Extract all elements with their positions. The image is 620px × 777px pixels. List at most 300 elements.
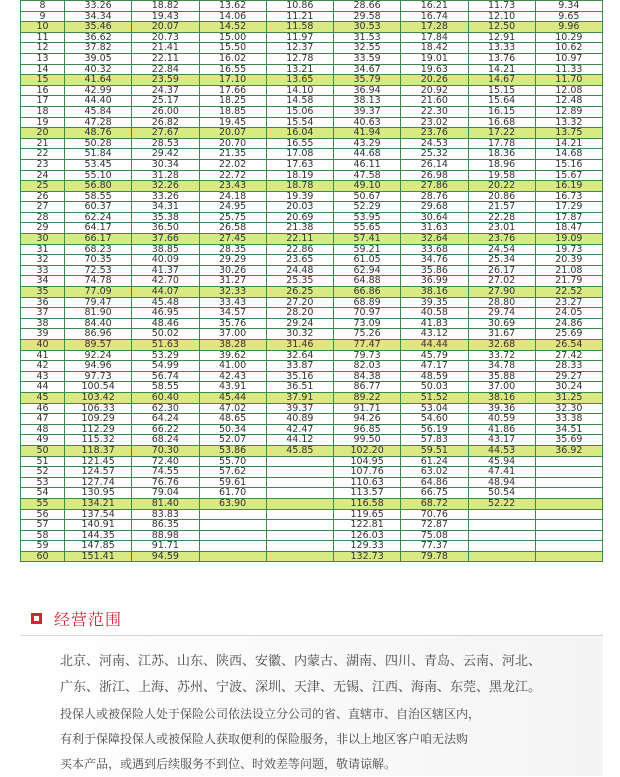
rate-cell: 32.30	[535, 403, 602, 414]
rate-cell: 46.11	[334, 159, 401, 170]
rate-cell: 39.05	[65, 53, 132, 64]
rate-cell: 82.03	[334, 361, 401, 372]
rate-cell: 28.66	[334, 1, 401, 12]
rate-cell: 40.09	[132, 255, 199, 266]
rate-cell: 34.34	[65, 11, 132, 22]
rate-cell: 68.24	[132, 435, 199, 446]
age-cell: 60	[21, 551, 65, 562]
rate-cell: 12.37	[266, 43, 333, 54]
rate-cell	[468, 530, 535, 541]
rate-cell	[468, 551, 535, 562]
table-row	[21, 318, 603, 329]
rate-cell: 26.54	[535, 340, 602, 351]
rate-cell: 27.45	[199, 234, 266, 245]
table-row	[21, 445, 603, 456]
rate-cell: 26.82	[132, 117, 199, 128]
rate-cell: 43.91	[199, 382, 266, 393]
rate-cell	[535, 498, 602, 509]
table-row	[21, 498, 603, 509]
rate-cell: 35.16	[266, 371, 333, 382]
table-row	[21, 64, 603, 75]
table-row	[21, 265, 603, 276]
rate-cell: 52.29	[334, 202, 401, 213]
age-cell: 48	[21, 424, 65, 435]
rate-cell: 15.54	[266, 117, 333, 128]
rate-cell: 91.71	[334, 403, 401, 414]
rate-cell: 43.29	[334, 138, 401, 149]
table-row	[21, 392, 603, 403]
rate-cell: 79.47	[65, 297, 132, 308]
age-cell: 44	[21, 382, 65, 393]
rate-cell: 91.71	[132, 541, 199, 552]
rate-cell: 23.65	[266, 255, 333, 266]
rate-cell: 13.21	[266, 64, 333, 75]
rate-cell: 31.67	[468, 329, 535, 340]
rate-cell: 47.17	[401, 361, 468, 372]
rate-cell: 53.04	[401, 403, 468, 414]
rate-cell: 63.90	[199, 498, 266, 509]
rate-cell: 83.83	[132, 509, 199, 520]
rate-cell: 59.61	[199, 477, 266, 488]
rate-cell: 13.65	[266, 75, 333, 86]
rate-cell: 12.91	[468, 32, 535, 43]
rate-cell: 94.26	[334, 414, 401, 425]
rate-cell: 12.10	[468, 11, 535, 22]
rate-cell: 103.42	[65, 392, 132, 403]
rate-cell: 47.41	[468, 467, 535, 478]
rate-cell: 26.25	[266, 287, 333, 298]
rate-cell: 15.00	[199, 32, 266, 43]
rate-cell: 119.65	[334, 509, 401, 520]
rate-cell: 55.10	[65, 170, 132, 181]
rate-cell: 54.60	[401, 414, 468, 425]
rate-cell: 48.94	[468, 477, 535, 488]
rate-cell	[535, 551, 602, 562]
rate-cell: 49.10	[334, 181, 401, 192]
rate-cell: 35.86	[401, 265, 468, 276]
scope-header	[20, 600, 603, 636]
rate-cell: 77.47	[334, 340, 401, 351]
rate-cell: 14.52	[199, 22, 266, 33]
rate-cell: 62.94	[334, 265, 401, 276]
age-cell: 20	[21, 128, 65, 139]
rate-cell: 64.86	[401, 477, 468, 488]
rate-cell: 16.21	[401, 1, 468, 12]
rate-cell: 29.29	[199, 255, 266, 266]
rate-cell: 134.21	[65, 498, 132, 509]
rate-cell: 30.53	[334, 22, 401, 33]
table-row	[21, 520, 603, 531]
age-cell: 42	[21, 361, 65, 372]
rate-cell: 14.06	[199, 11, 266, 22]
rate-cell: 74.55	[132, 467, 199, 478]
rate-cell: 31.63	[401, 223, 468, 234]
rate-cell: 25.75	[199, 212, 266, 223]
rate-cell: 34.67	[334, 64, 401, 75]
rate-cell: 106.33	[65, 403, 132, 414]
rate-cell: 53.29	[132, 350, 199, 361]
rate-cell: 10.86	[266, 1, 333, 12]
rate-cell: 66.22	[132, 424, 199, 435]
table-row	[21, 75, 603, 86]
age-cell: 12	[21, 43, 65, 54]
rate-cell: 22.28	[468, 212, 535, 223]
rate-cell: 30.26	[199, 265, 266, 276]
rate-cell: 43.12	[401, 329, 468, 340]
rate-cell: 12.78	[266, 53, 333, 64]
rate-cell: 23.59	[132, 75, 199, 86]
rate-cell: 16.74	[401, 11, 468, 22]
rate-cell: 41.37	[132, 265, 199, 276]
table-row	[21, 308, 603, 319]
scope-body	[20, 636, 603, 776]
rate-cell: 41.94	[334, 128, 401, 139]
rate-cell: 50.28	[65, 138, 132, 149]
rate-cell: 19.45	[199, 117, 266, 128]
rate-cell: 140.91	[65, 520, 132, 531]
rate-cell: 102.20	[334, 445, 401, 456]
rate-cell: 72.40	[132, 456, 199, 467]
table-row	[21, 212, 603, 223]
rate-cell: 14.10	[266, 85, 333, 96]
rate-cell: 45.85	[266, 445, 333, 456]
rate-cell: 17.10	[199, 75, 266, 86]
rate-cell: 66.17	[65, 234, 132, 245]
rate-cell: 66.75	[401, 488, 468, 499]
rate-cell	[535, 477, 602, 488]
table-row	[21, 509, 603, 520]
rate-cell: 32.64	[401, 234, 468, 245]
rate-cell: 14.21	[535, 138, 602, 149]
table-row	[21, 255, 603, 266]
rate-cell: 14.67	[468, 75, 535, 86]
rate-cell: 70.30	[132, 445, 199, 456]
rate-cell: 70.35	[65, 255, 132, 266]
rate-cell: 41.83	[401, 318, 468, 329]
notice-line: 买本产品，或遇到后续服务不到位、时效差等问题，敬请谅解。	[60, 757, 397, 771]
rate-cell: 100.54	[65, 382, 132, 393]
rate-cell: 9.34	[535, 1, 602, 12]
table-row	[21, 223, 603, 234]
rate-cell: 33.26	[132, 191, 199, 202]
age-cell: 14	[21, 64, 65, 75]
age-cell: 13	[21, 53, 65, 64]
table-row	[21, 202, 603, 213]
rate-cell: 56.80	[65, 181, 132, 192]
rate-cell: 40.32	[65, 64, 132, 75]
rate-cell: 72.53	[65, 265, 132, 276]
rate-cell: 144.35	[65, 530, 132, 541]
rate-cell: 86.96	[65, 329, 132, 340]
rate-cell: 96.85	[334, 424, 401, 435]
rate-cell	[266, 551, 333, 562]
table-row	[21, 1, 603, 12]
rate-cell: 55.70	[199, 456, 266, 467]
age-cell: 11	[21, 32, 65, 43]
rate-cell: 24.86	[535, 318, 602, 329]
rate-cell: 28.20	[266, 308, 333, 319]
scope-title: 经营范围	[54, 610, 123, 629]
rate-cell: 20.26	[401, 75, 468, 86]
rate-cell: 31.46	[266, 340, 333, 351]
rate-cell: 40.89	[266, 414, 333, 425]
table-row	[21, 382, 603, 393]
rate-cell: 41.64	[65, 75, 132, 86]
age-cell: 36	[21, 297, 65, 308]
table-row	[21, 170, 603, 181]
rate-cell: 64.17	[65, 223, 132, 234]
rate-cell: 44.53	[468, 445, 535, 456]
rate-cell: 35.88	[468, 371, 535, 382]
age-cell: 15	[21, 75, 65, 86]
rate-cell	[266, 498, 333, 509]
rate-cell	[266, 520, 333, 531]
rate-cell: 35.69	[535, 435, 602, 446]
rate-cell: 30.69	[468, 318, 535, 329]
rate-cell: 36.94	[334, 85, 401, 96]
rate-cell: 22.30	[401, 106, 468, 117]
rate-cell: 30.32	[266, 329, 333, 340]
rate-cell: 50.67	[334, 191, 401, 202]
table-row	[21, 414, 603, 425]
table-row	[21, 276, 603, 287]
rate-cell: 86.77	[334, 382, 401, 393]
rate-cell: 21.57	[468, 202, 535, 213]
rate-cell: 22.72	[199, 170, 266, 181]
rate-cell: 24.05	[535, 308, 602, 319]
age-cell: 37	[21, 308, 65, 319]
rate-cell: 33.87	[266, 361, 333, 372]
rate-cell: 17.66	[199, 85, 266, 96]
rate-cell: 57.83	[401, 435, 468, 446]
rate-cell: 11.73	[468, 1, 535, 12]
rate-cell: 16.19	[535, 181, 602, 192]
rate-cell: 59.51	[401, 445, 468, 456]
rate-cell: 20.69	[266, 212, 333, 223]
table-row	[21, 297, 603, 308]
rate-cell: 76.76	[132, 477, 199, 488]
rate-cell: 24.48	[266, 265, 333, 276]
rate-cell: 25.69	[535, 329, 602, 340]
rate-cell: 42.99	[65, 85, 132, 96]
rate-cell: 112.29	[65, 424, 132, 435]
rate-cell: 15.67	[535, 170, 602, 181]
table-row	[21, 340, 603, 351]
rate-cell: 26.98	[401, 170, 468, 181]
rate-cell: 13.76	[468, 53, 535, 64]
rate-cell: 20.22	[468, 181, 535, 192]
rate-cell: 22.86	[266, 244, 333, 255]
rate-cell: 24.37	[132, 85, 199, 96]
age-cell: 29	[21, 223, 65, 234]
rate-cell: 21.60	[401, 96, 468, 107]
rate-cell: 38.28	[199, 340, 266, 351]
rate-cell: 36.51	[266, 382, 333, 393]
rate-cell: 21.38	[266, 223, 333, 234]
table-row	[21, 530, 603, 541]
rate-cell: 11.33	[535, 64, 602, 75]
age-cell: 55	[21, 498, 65, 509]
age-cell: 57	[21, 520, 65, 531]
rate-cell: 45.48	[132, 297, 199, 308]
rate-cell	[266, 530, 333, 541]
rate-cell: 39.37	[266, 403, 333, 414]
rate-cell: 19.58	[468, 170, 535, 181]
table-row	[21, 149, 603, 160]
age-cell: 23	[21, 159, 65, 170]
rate-cell: 35.46	[65, 22, 132, 33]
rate-cell: 12.48	[535, 96, 602, 107]
rate-cell: 37.66	[132, 234, 199, 245]
rate-cell: 11.70	[535, 75, 602, 86]
region-line: 广东、浙江、上海、苏州、宁波、深圳、天津、无锡、江西、海南、东莞、黑龙江。	[60, 680, 542, 695]
rate-cell: 34.31	[132, 202, 199, 213]
table-row	[21, 467, 603, 478]
rate-cell: 99.50	[334, 435, 401, 446]
rate-cell	[535, 530, 602, 541]
rate-cell: 25.32	[401, 149, 468, 160]
age-cell: 8	[21, 1, 65, 12]
rate-cell: 31.27	[199, 276, 266, 287]
rate-cell: 48.46	[132, 318, 199, 329]
table-row	[21, 106, 603, 117]
rate-cell: 20.86	[468, 191, 535, 202]
rate-cell: 94.59	[132, 551, 199, 562]
age-cell: 52	[21, 467, 65, 478]
rate-cell: 74.78	[65, 276, 132, 287]
rate-cell: 23.01	[468, 223, 535, 234]
rate-cell: 61.05	[334, 255, 401, 266]
rate-cell: 38.16	[401, 287, 468, 298]
rate-cell: 37.91	[266, 392, 333, 403]
table-row	[21, 477, 603, 488]
rate-cell: 35.38	[132, 212, 199, 223]
rate-cell: 36.99	[401, 276, 468, 287]
age-cell: 28	[21, 212, 65, 223]
rate-cell	[535, 488, 602, 499]
premium-rate-table	[20, 0, 603, 562]
rate-cell: 9.65	[535, 11, 602, 22]
table-row	[21, 424, 603, 435]
age-cell: 50	[21, 445, 65, 456]
rate-cell: 122.81	[334, 520, 401, 531]
rate-cell: 29.68	[401, 202, 468, 213]
rate-cell: 23.43	[199, 181, 266, 192]
rate-cell: 68.72	[401, 498, 468, 509]
rate-cell: 15.15	[468, 85, 535, 96]
rate-cell: 89.22	[334, 392, 401, 403]
age-cell: 35	[21, 287, 65, 298]
rate-cell	[535, 456, 602, 467]
rate-cell: 24.95	[199, 202, 266, 213]
age-cell: 21	[21, 138, 65, 149]
rate-cell: 19.73	[535, 244, 602, 255]
rate-cell: 11.97	[266, 32, 333, 43]
rate-cell: 20.39	[535, 255, 602, 266]
rate-cell: 27.02	[468, 276, 535, 287]
notice-line: 有利于保障投保人或被保险人获取便利的保险服务，非以上地区客户咱无法购	[60, 732, 469, 746]
rate-cell: 137.54	[65, 509, 132, 520]
rate-cell: 57.41	[334, 234, 401, 245]
rate-cell: 52.07	[199, 435, 266, 446]
rate-cell: 22.02	[199, 159, 266, 170]
rate-cell: 75.26	[334, 329, 401, 340]
rate-cell: 48.65	[199, 414, 266, 425]
rate-cell: 10.62	[535, 43, 602, 54]
rate-cell: 24.54	[468, 244, 535, 255]
rate-cell: 23.02	[401, 117, 468, 128]
rate-cell: 13.32	[535, 117, 602, 128]
rate-cell: 31.53	[334, 32, 401, 43]
rate-cell: 34.57	[199, 308, 266, 319]
rate-cell: 28.35	[199, 244, 266, 255]
rate-cell: 132.73	[334, 551, 401, 562]
rate-cell: 17.29	[535, 202, 602, 213]
rate-cell: 32.33	[199, 287, 266, 298]
rate-cell: 53.95	[334, 212, 401, 223]
rate-cell: 29.58	[334, 11, 401, 22]
region-line: 北京、河南、江苏、山东、陕西、安徽、内蒙古、湖南、四川、青岛、云南、河北、	[60, 654, 542, 669]
rate-cell: 53.86	[199, 445, 266, 456]
rate-cell: 53.45	[65, 159, 132, 170]
rate-cell: 27.42	[535, 350, 602, 361]
rate-cell: 19.01	[401, 53, 468, 64]
rate-cell: 39.37	[334, 106, 401, 117]
rate-cell: 88.98	[132, 530, 199, 541]
rate-cell: 13.62	[199, 1, 266, 12]
scope-notice	[60, 702, 580, 777]
rate-cell	[266, 509, 333, 520]
rate-cell: 70.97	[334, 308, 401, 319]
rate-cell: 124.57	[65, 467, 132, 478]
rate-cell: 38.85	[132, 244, 199, 255]
age-cell: 58	[21, 530, 65, 541]
rate-cell: 20.73	[132, 32, 199, 43]
rate-cell: 37.82	[65, 43, 132, 54]
rate-cell: 127.74	[65, 477, 132, 488]
rate-cell: 56.19	[401, 424, 468, 435]
rate-cell: 27.20	[266, 297, 333, 308]
rate-cell: 10.97	[535, 53, 602, 64]
rate-cell: 26.58	[199, 223, 266, 234]
rate-cell: 26.17	[468, 265, 535, 276]
rate-cell: 41.00	[199, 361, 266, 372]
rate-cell: 32.68	[468, 340, 535, 351]
rate-cell: 35.76	[199, 318, 266, 329]
table-row	[21, 350, 603, 361]
rate-cell: 26.14	[401, 159, 468, 170]
rate-cell: 16.55	[266, 138, 333, 149]
rate-cell: 116.58	[334, 498, 401, 509]
rate-cell: 35.79	[334, 75, 401, 86]
rate-cell: 15.16	[535, 159, 602, 170]
rate-cell: 61.24	[401, 456, 468, 467]
rate-cell: 16.15	[468, 106, 535, 117]
rate-cell	[266, 488, 333, 499]
rate-cell: 33.43	[199, 297, 266, 308]
rate-cell: 51.84	[65, 149, 132, 160]
rate-cell: 81.40	[132, 498, 199, 509]
age-cell: 53	[21, 477, 65, 488]
table-row	[21, 138, 603, 149]
rate-cell: 37.00	[199, 329, 266, 340]
rate-cell: 32.26	[132, 181, 199, 192]
rate-cell: 29.42	[132, 149, 199, 160]
rate-cell: 40.63	[334, 117, 401, 128]
rate-cell: 40.58	[401, 308, 468, 319]
table-row	[21, 403, 603, 414]
rate-cell: 15.64	[468, 96, 535, 107]
